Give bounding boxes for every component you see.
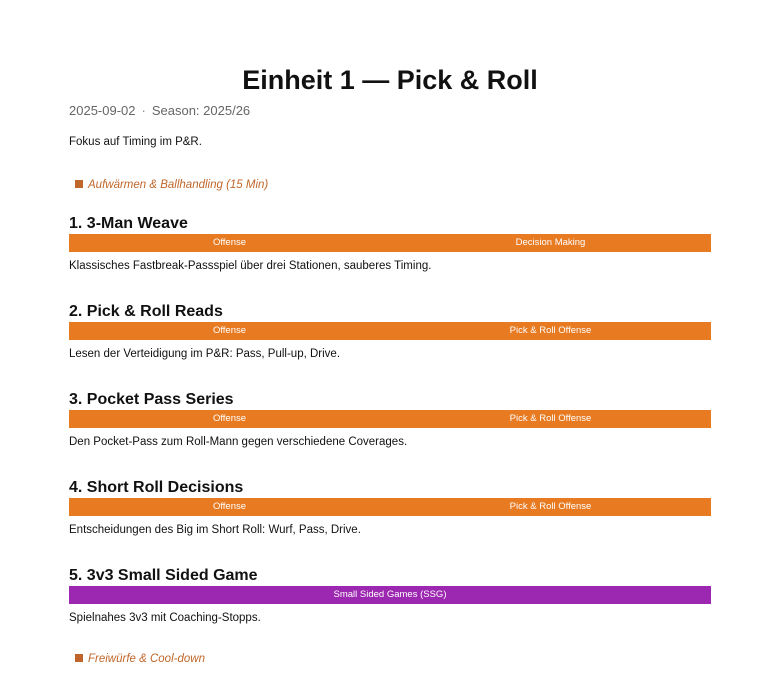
drill-tag-bar — [69, 498, 711, 516]
plan-meta — [69, 103, 250, 119]
drill-item — [69, 566, 711, 625]
drill-description: Spielnahes 3v3 mit Coaching-Stopps. — [69, 612, 261, 624]
drill-title: 4. Short Roll Decisions — [69, 479, 244, 496]
drill-tag: Offense — [212, 325, 247, 336]
drill-item — [69, 478, 711, 537]
drill-tag: Decision Making — [515, 237, 586, 248]
drill-tag-bar — [69, 234, 711, 252]
meta-separator: · — [141, 103, 146, 118]
drill-item — [69, 214, 711, 273]
plan-season: Season: 2025/26 — [151, 103, 251, 118]
drill-title: 1. 3-Man Weave — [69, 215, 188, 232]
drill-tag: Pick & Roll Offense — [509, 501, 592, 512]
drill-item — [69, 390, 711, 449]
drill-title: 5. 3v3 Small Sided Game — [69, 567, 258, 584]
plan-date: 2025-09-02 — [69, 103, 136, 118]
drill-tag: Pick & Roll Offense — [509, 325, 592, 336]
section-square-icon — [75, 654, 83, 662]
section-label: Freiwürfe & Cool-down — [88, 653, 205, 665]
drill-tag: Offense — [212, 501, 247, 512]
section-label: Aufwärmen & Ballhandling (15 Min) — [88, 179, 269, 191]
drill-description: Lesen der Verteidigung im P&R: Pass, Pull-up, Drive. — [69, 348, 341, 360]
plan-focus: Fokus auf Timing im P&R. — [69, 136, 202, 148]
drill-tag: Small Sided Games (SSG) — [333, 589, 447, 600]
page-title: Einheit 1 — Pick & Roll — [242, 65, 538, 95]
drill-tag: Pick & Roll Offense — [509, 413, 592, 424]
drill-description: Den Pocket-Pass zum Roll-Mann gegen verschiedene Coverages. — [69, 436, 408, 448]
drill-description: Entscheidungen des Big im Short Roll: Wurf, Pass, Drive. — [69, 524, 361, 536]
drill-tag: Offense — [212, 413, 247, 424]
section-heading-warmup — [75, 178, 268, 192]
drill-description: Klassisches Fastbreak-Passspiel über drei Stationen, sauberes Timing. — [69, 260, 432, 272]
drill-tag-bar — [69, 322, 711, 340]
drill-tag: Offense — [212, 237, 247, 248]
section-square-icon — [75, 180, 83, 188]
drill-item — [69, 302, 711, 361]
drill-title: 3. Pocket Pass Series — [69, 391, 234, 408]
section-heading-cooldown — [75, 652, 205, 666]
drill-tag-bar — [69, 410, 711, 428]
drill-title: 2. Pick & Roll Reads — [69, 303, 223, 320]
drill-tag-bar — [69, 586, 711, 604]
